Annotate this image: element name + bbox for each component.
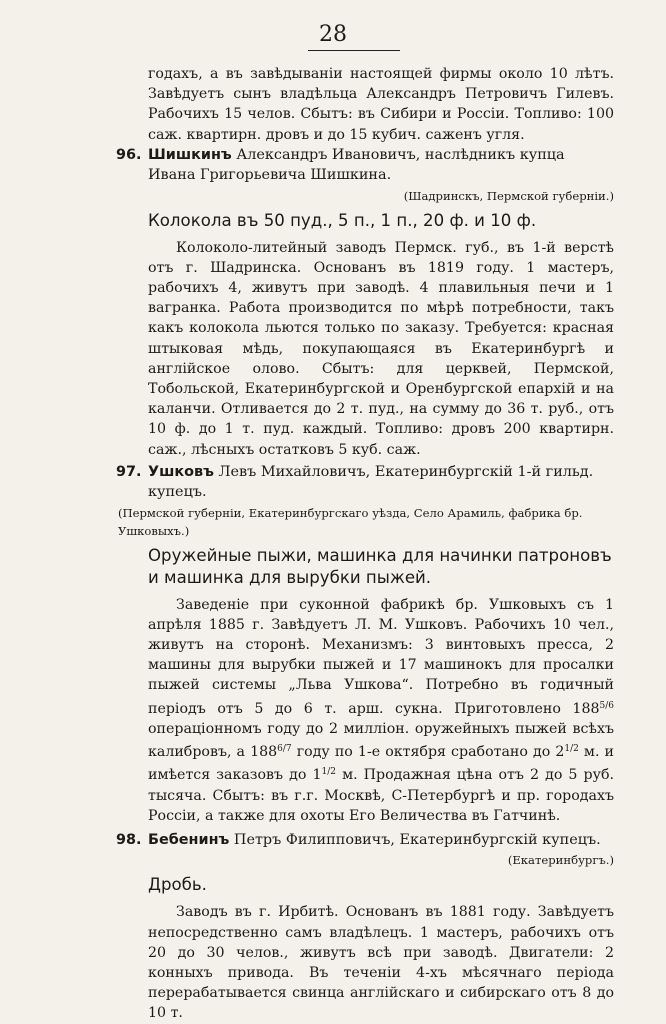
- fraction-superscript: 1/2: [564, 744, 579, 755]
- entry-owner: Левъ Михайловичъ, Екатеринбургскій 1-й гильд. купецъ.: [148, 463, 594, 501]
- entry-description: Заводъ въ г. Ирбитѣ. Основанъ въ 1881 году. Завѣдуетъ непосредственно самъ владѣлецъ. 1 мастеръ, рабочихъ отъ 20 до 30 челов., живутъ всѣ при заводѣ. Двигатели: 2 конныхъ привода. Въ теченіи 4-хъ мѣсячнаго періода перерабатывается свинца англійскаго и сибирскаго отъ 8 до 10 т.: [148, 904, 614, 1022]
- entry-location: (Екатеринбургъ.): [507, 853, 614, 868]
- entry-description: Колоколо-литейный заводъ Пермск. губ., въ 1-й верстѣ отъ г. Шадринска. Основанъ въ 1819 году. 1 мастеръ, рабочихъ 4, живутъ при заводѣ. 4 плавильныя печи и 1 вагранка. Работа производится по мѣрѣ потребности, такъ какъ колокола льются только по заказу. Требуется: красная штыковая мѣдь, покупающаяся въ Екатеринбургѣ и англійское олово. Сбытъ: для церквей, Пермской, Тобольской, Екатеринбургской и Оренбургской епархій и на каланчи. Отливается до 2 т. пуд., на сумму до 36 т. руб., отъ 10 ф. до 1 т. пуд. каждый. Топливо: дровъ 200 квартирн. саж., лѣсныхъ остатковъ 5 куб. саж.: [148, 239, 614, 458]
- fraction-superscript: 6/7: [277, 744, 292, 755]
- description-text: операціонномъ году до 2 милліон. оружейныхъ пыжей всѣхъ калибровъ, а 188: [148, 720, 614, 761]
- entry-name: Ушковъ: [148, 463, 214, 480]
- entry-location: (Шадринскъ, Пермской губерніи.): [403, 188, 614, 203]
- entry-name: Бебенинъ: [148, 831, 230, 848]
- product-heading: Дробь.: [148, 875, 207, 895]
- entry-96: [116, 145, 614, 186]
- page-content: [116, 64, 614, 1024]
- description-text: году по 1-е октября сработано до 2: [291, 744, 565, 761]
- page-number: 28: [319, 22, 347, 47]
- entry-97: [116, 462, 614, 503]
- entry-number: 97.: [116, 463, 142, 480]
- page-number-rule: [308, 50, 400, 51]
- entry-98: [116, 830, 614, 850]
- fraction-superscript: 5/6: [599, 700, 614, 711]
- entry-location: (Пермской губерніи, Екатеринбургскаго уѣзда, Село Арамиль, фабрика бр. Ушковыхъ.): [118, 505, 583, 538]
- entry-number: 96.: [116, 146, 142, 163]
- entry-description: [148, 595, 614, 826]
- product-heading: Оружейные пыжи, машинка для начинки патроновъ и машинка для вырубки пыжей.: [148, 545, 612, 587]
- entry-name: Шишкинъ: [148, 146, 232, 163]
- fraction-superscript: 1/2: [321, 767, 336, 778]
- entry-owner: Александръ Ивановичъ, наслѣдникъ купца Ивана Григорьевича Шишкина.: [148, 146, 565, 184]
- entry-owner: Петръ Филипповичъ, Екатеринбургскій купецъ.: [229, 831, 601, 848]
- description-text: м. и имѣется заказовъ до 1: [148, 744, 614, 784]
- intro-paragraph: годахъ, а въ завѣдываніи настоящей фирмы около 10 лѣтъ. Завѣдуетъ сынъ владѣльца Александръ Петровичъ Гилевъ. Рабочихъ 15 челов. Сбытъ: въ Сибири и Россіи. Топливо: 100 саж. квартирн. дровъ и до 15 кубич. саженъ угля.: [148, 66, 614, 143]
- entry-number: 98.: [116, 831, 142, 848]
- product-heading: Колокола въ 50 пуд., 5 п., 1 п., 20 ф. и 10 ф.: [148, 210, 537, 230]
- description-text: м. Продажная цѣна отъ 2 до 5 руб. тысяча. Сбытъ: въ г.г. Москвѣ, С-Петербургѣ и пр. городахъ Россіи, а также для охоты Его Величества въ Гатчинѣ.: [148, 767, 614, 824]
- description-text: Заведеніе при суконной фабрикѣ бр. Ушковыхъ съ 1 апрѣля 1885 г. Завѣдуетъ Л. М. Ушковъ. Рабочихъ 10 чел., живутъ на сторонѣ. Механизмъ: 3 винтовыхъ пресса, 2 машины для вырубки пыжей и 17 машинокъ для просалки пыжей системы „Льва Ушкова“. Потребно въ годичный періодъ отъ 5 до 6 т. арш. сукна. Приготовлено 188: [148, 596, 614, 717]
